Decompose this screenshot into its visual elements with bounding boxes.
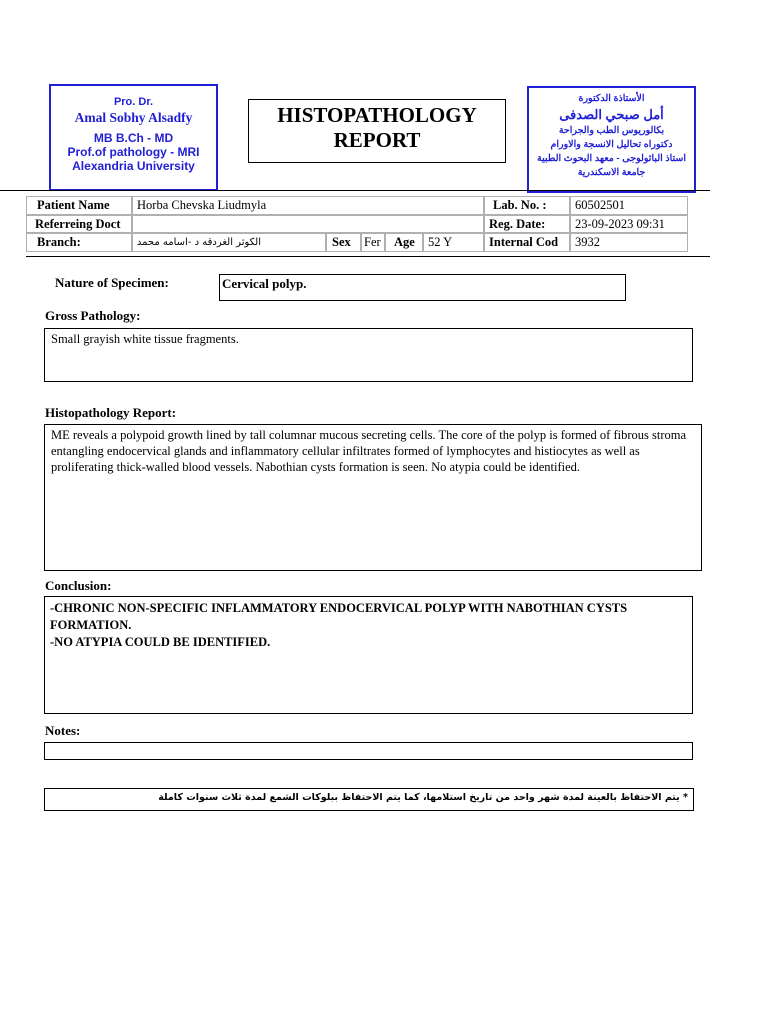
conclusion-box — [44, 596, 693, 714]
conclusion-label: Conclusion: — [45, 578, 112, 593]
notes-label: Notes: — [45, 723, 81, 738]
specimen-label: Nature of Specimen: — [55, 275, 169, 290]
lab-no-label: Lab. No. : — [484, 196, 570, 215]
doctor-degree: MB B.Ch - MD — [93, 131, 174, 145]
doctor-position-ar: استاذ الباثولوجى - معهد البحوث الطبية — [537, 153, 686, 164]
doctor-title-ar: الأستاذة الدكتورة — [578, 93, 645, 104]
patient-info-table — [26, 196, 688, 252]
age-label: Age — [385, 233, 423, 252]
branch-value: الكوثر الغردقه د -اسامه محمد — [132, 233, 326, 252]
referring-doctor-value — [132, 215, 484, 233]
info-divider — [26, 256, 710, 257]
header-divider — [0, 190, 710, 191]
internal-code-value: 3932 — [570, 233, 688, 252]
doctor-university: Alexandria University — [72, 159, 195, 173]
doctor-info-en — [49, 84, 218, 191]
branch-label: Branch: — [26, 233, 132, 252]
histopathology-report-text: ME reveals a polypoid growth lined by tall columnar mucous secreting cells. The core of the polyp is formed of fibrous stroma entangling endocervical glands and inflammatory cellular infiltrates formed of lymphocytes and histiocytes as well as proliferating thick-walled blood vessels. Nabothian cysts formation is seen. No atypia could be identified. — [44, 424, 702, 571]
conclusion-line2: -NO ATYPIA COULD BE IDENTIFIED. — [50, 635, 271, 649]
doctor-degree-ar: بكالوريوس الطب والجراحة — [558, 125, 665, 136]
patient-name-label: Patient Name — [26, 196, 132, 215]
specimen-value: Cervical polyp. — [219, 274, 626, 301]
internal-code-label: Internal Cod — [484, 233, 570, 252]
doctor-university-ar: جامعة الاسكندرية — [577, 167, 646, 178]
age-value: 52 Y — [423, 233, 484, 252]
doctor-doctorate-ar: دكتوراه تحاليل الانسجة والاورام — [550, 139, 673, 150]
gross-pathology-label: Gross Pathology: — [45, 308, 141, 323]
notes-text — [44, 742, 693, 760]
report-title — [248, 99, 506, 163]
sex-value: Fer — [361, 233, 385, 252]
report-title-line1: HISTOPATHOLOGY — [277, 103, 477, 127]
conclusion-line1: -CHRONIC NON-SPECIFIC INFLAMMATORY ENDOCERVICAL POLYP WITH NABOTHIAN CYSTS FORMATION. — [50, 601, 628, 632]
patient-name-value: Horba Chevska Liudmyla — [132, 196, 484, 215]
doctor-name-ar: أمل صبحي الصدفى — [559, 107, 664, 122]
reg-date-value: 23-09-2023 09:31 — [570, 215, 688, 233]
gross-pathology-text: Small grayish white tissue fragments. — [44, 328, 693, 382]
histopathology-report-label: Histopathology Report: — [45, 405, 177, 420]
report-title-line2: REPORT — [333, 128, 421, 152]
doctor-title: Pro. Dr. — [113, 96, 154, 108]
doctor-info-ar — [527, 86, 696, 193]
lab-no-value: 60502501 — [570, 196, 688, 215]
doctor-position: Prof.of pathology - MRI — [67, 145, 200, 159]
referring-doctor-label: Referreing Doct — [26, 215, 132, 233]
reg-date-label: Reg. Date: — [484, 215, 570, 233]
footer-note: * يتم الاحتفاظ بالعينة لمدة شهر واحد من تاريخ استلامها، كما يتم الاحتفاظ ببلوكات الشمع لمدة ثلاث سنوات كاملة — [44, 788, 694, 811]
doctor-name: Amal Sobhy Alsadfy — [74, 110, 193, 125]
sex-label: Sex — [326, 233, 361, 252]
